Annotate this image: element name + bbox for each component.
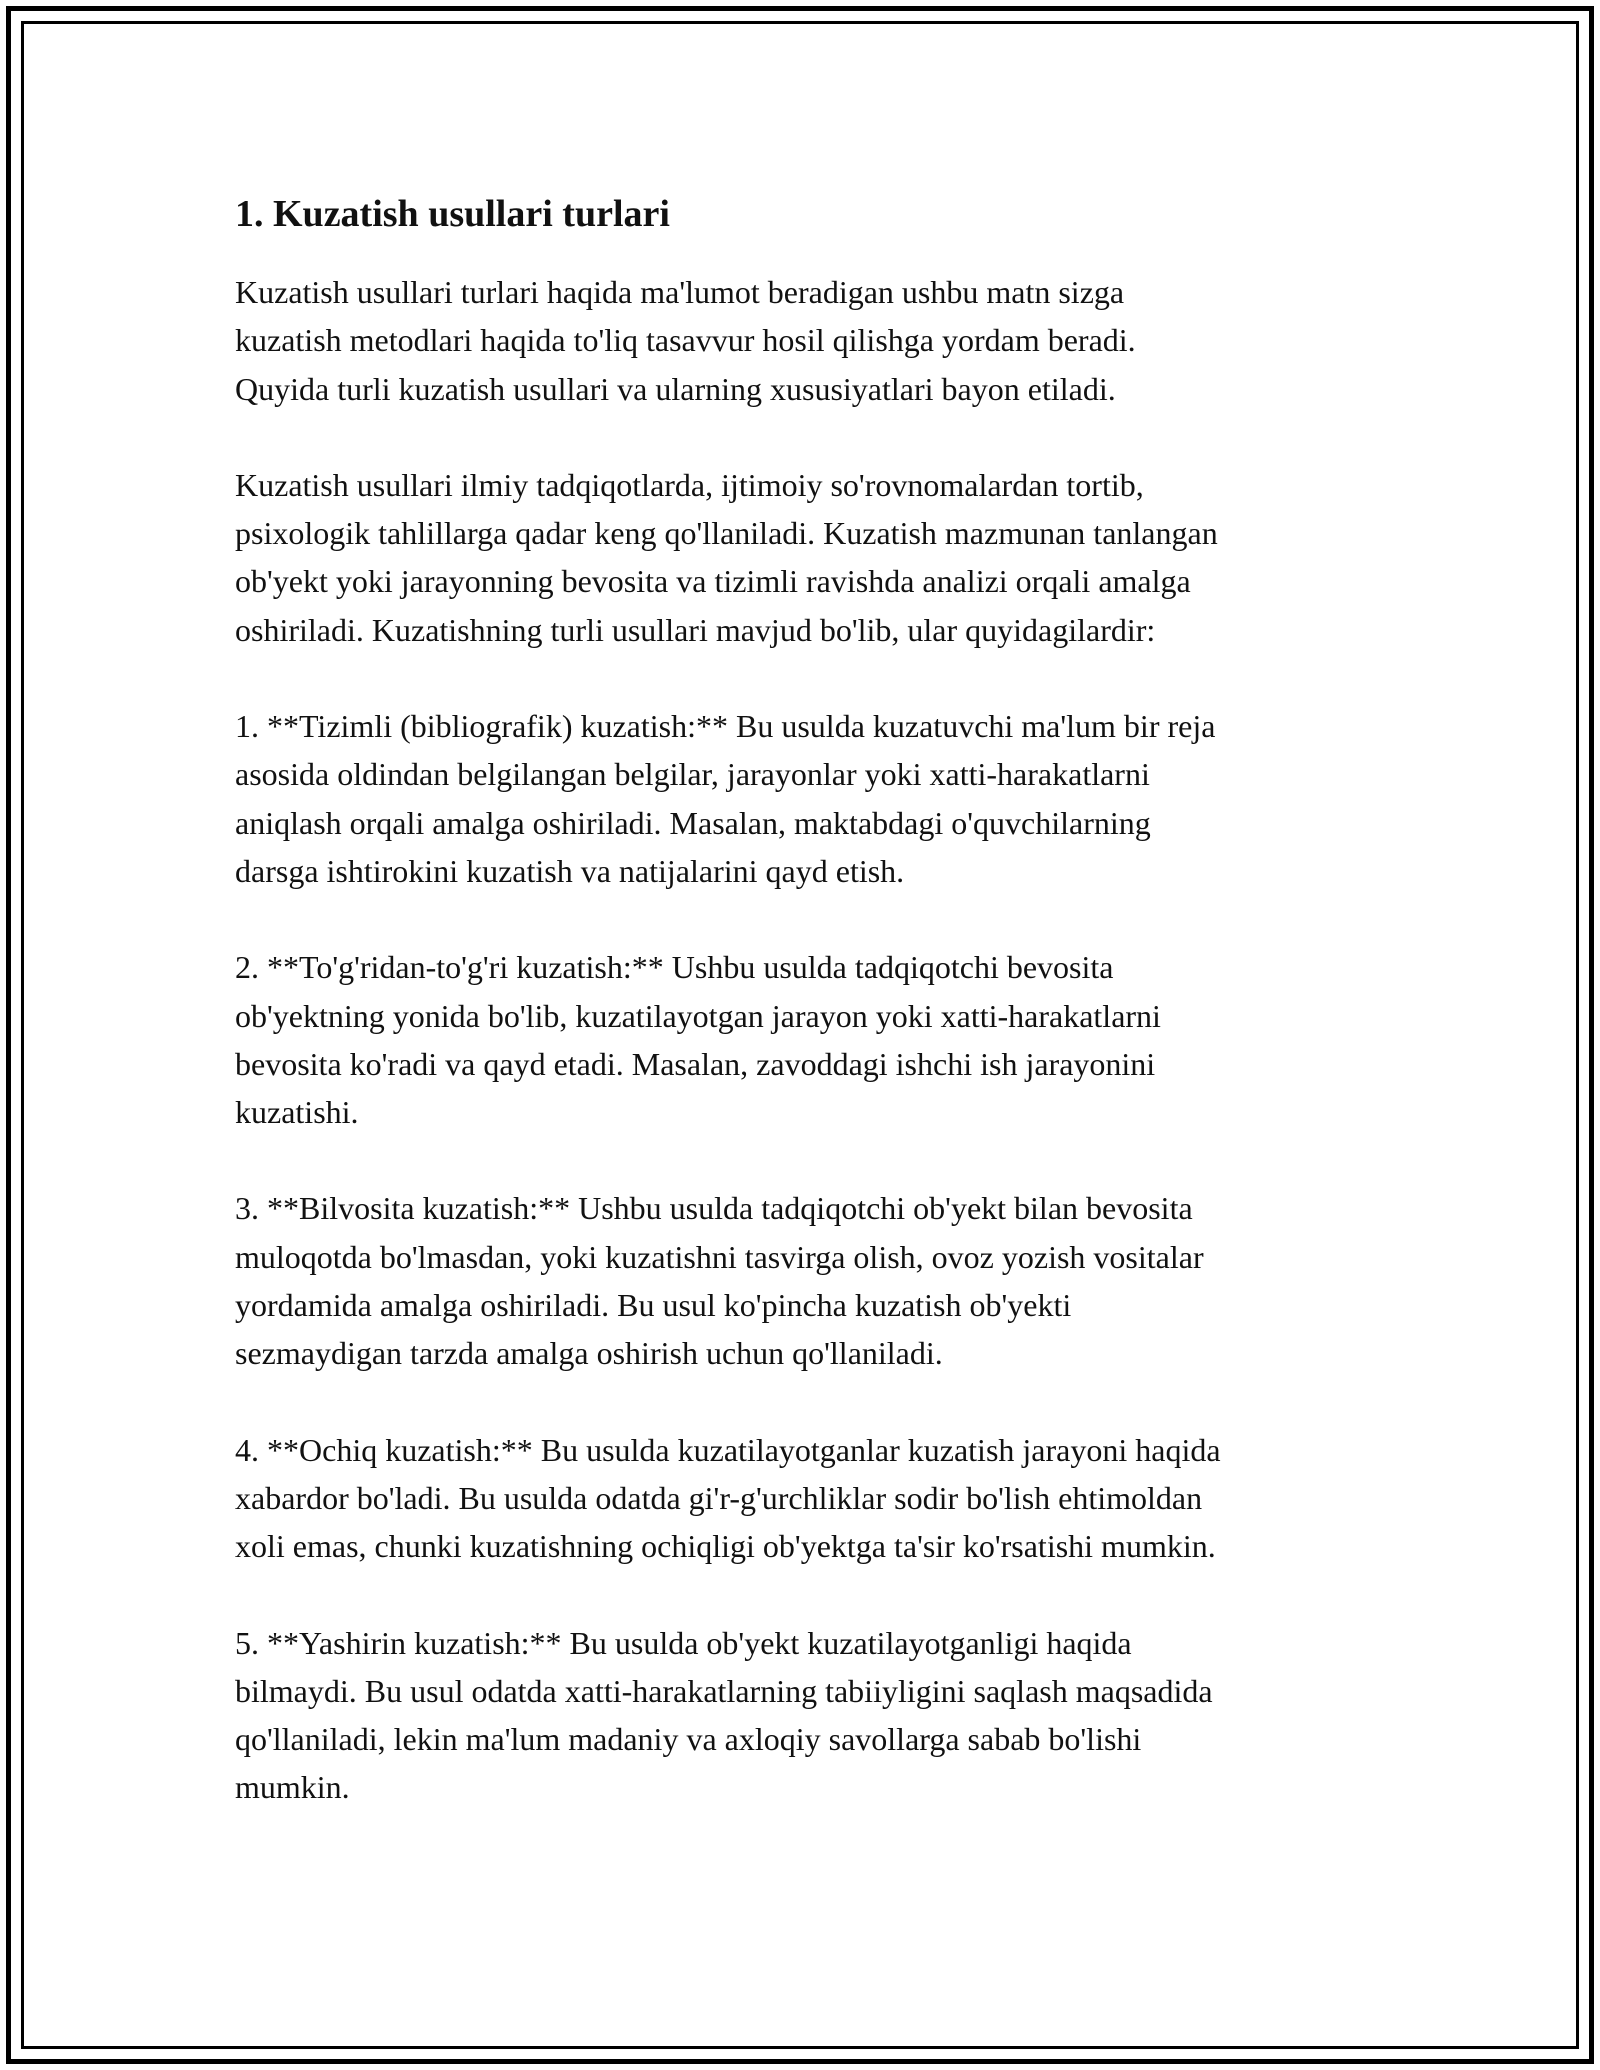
document-title: 1. Kuzatish usullari turlari	[235, 193, 670, 235]
document-body	[235, 188, 1385, 1860]
method-item-hidden: 5. **Yashirin kuzatish:** Bu usulda ob'yekt kuzatilayotganligi haqida bilmaydi. Bu usul odatda xatti-harakatlarning tabiiyligini saqlash maqsadida qo'llaniladi, lekin ma'lum madaniy va axloqiy savollarga sabab bo'lishi mumkin.	[235, 1624, 1213, 1806]
method-item-indirect: 3. **Bilvosita kuzatish:** Ushbu usulda tadqiqotchi ob'yekt bilan bevosita muloqotda bo'lmasdan, yoki kuzatishni tasvirga olish, ovoz yozish vositalar yordamida amalga oshiriladi. Bu usul ko'pincha kuzatish ob'yekti sezmaydigan tarzda amalga oshirish uchun qo'llaniladi.	[235, 1190, 1204, 1372]
method-item-direct: 2. **To'g'ridan-to'g'ri kuzatish:** Ushbu usulda tadqiqotchi bevosita ob'yektning yonida bo'lib, kuzatilayotgan jarayon yoki xatti-harakatlarni bevosita ko'radi va qayd etadi. Masalan, zavoddagi ishchi ish jarayonini kuzatishi.	[235, 949, 1161, 1131]
method-item-systematic: 1. **Tizimli (bibliografik) kuzatish:** Bu usulda kuzatuvchi ma'lum bir reja asosida oldindan belgilangan belgilar, jarayonlar yoki xatti-harakatlarni aniqlash orqali amalga oshiriladi. Masalan, maktabdagi o'quvchilarning darsga ishtirokini kuzatish va natijalarini qayd etish.	[235, 708, 1216, 889]
intro-paragraph: Kuzatish usullari turlari haqida ma'lumot beradigan ushbu matn sizga kuzatish metodlari haqida to'liq tasavvur hosil qilishga yordam beradi. Quyida turli kuzatish usullari va ularning xususiyatlari bayon etiladi.	[235, 274, 1136, 407]
overview-paragraph: Kuzatish usullari ilmiy tadqiqotlarda, ijtimoiy so'rovnomalardan tortib, psixologik tahlillarga qadar keng qo'llaniladi. Kuzatish mazmunan tanlangan ob'yekt yoki jarayonning bevosita va tizimli ravishda analizi orqali amalga oshiriladi. Kuzatishning turli usullari mavjud bo'lib, ular quyidagilardir:	[235, 466, 1218, 648]
method-item-open: 4. **Ochiq kuzatish:** Bu usulda kuzatilayotganlar kuzatish jarayoni haqida xabardor bo'ladi. Bu usulda odatda gi'r-g'urchliklar sodir bo'lish ehtimoldan xoli emas, chunki kuzatishning ochiqligi ob'yektga ta'sir ko'rsatishi mumkin.	[235, 1431, 1221, 1565]
